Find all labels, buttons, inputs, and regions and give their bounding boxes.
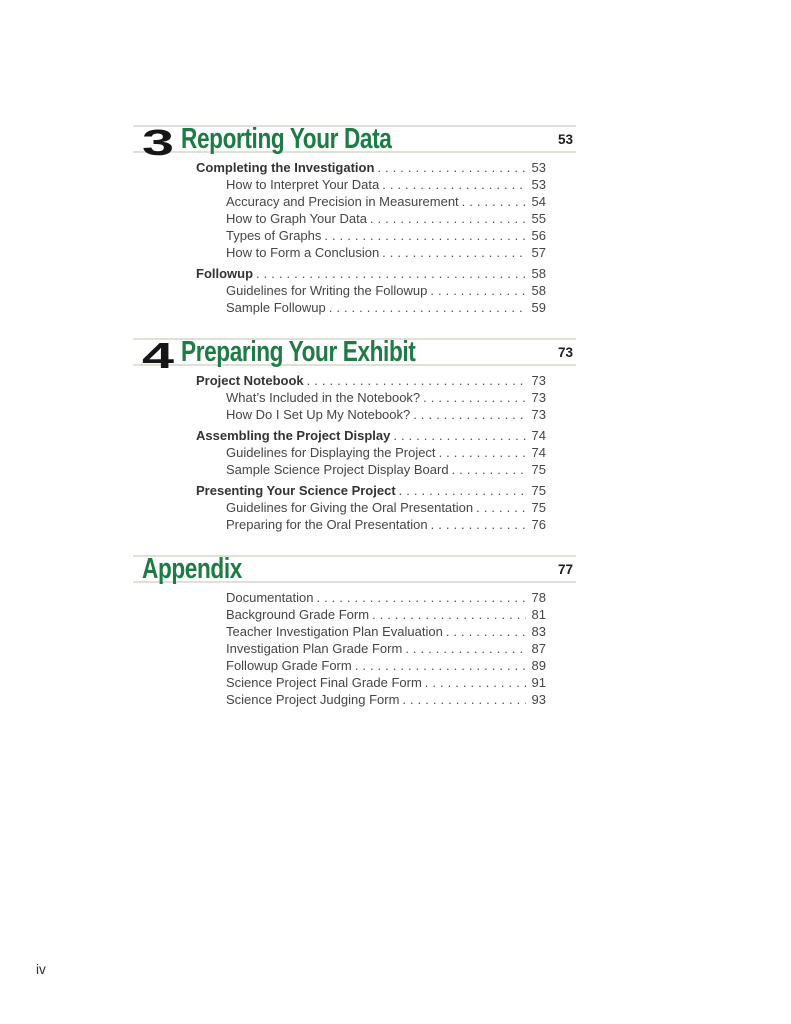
toc-entry-page: 53 [531,177,546,192]
toc-entries [133,159,576,316]
toc-entry-page: 74 [531,445,546,460]
toc-entry [133,640,546,657]
toc-entry [133,691,546,708]
toc-entry [133,159,546,176]
dot-leader-icon [379,244,526,261]
dot-leader-icon [313,589,526,606]
toc-entry-page: 58 [531,266,546,281]
toc-entry-page: 81 [531,607,546,622]
toc-entry-page: 75 [531,462,546,477]
toc-entry [133,482,546,499]
toc-entries [133,589,576,708]
toc-entry-page: 73 [531,390,546,405]
toc-entry [133,282,546,299]
toc-entry [133,444,546,461]
dot-leader-icon [459,193,526,210]
dot-leader-icon [410,406,526,423]
dot-leader-icon [396,482,526,499]
chapter-page-number: 77 [557,561,573,577]
toc-entry [133,606,546,623]
toc-entry-page: 73 [531,373,546,388]
dot-leader-icon [379,176,526,193]
toc-entry-label: Investigation Plan Grade Form [226,641,403,656]
toc-entry [133,265,546,282]
toc-entry-page: 87 [531,641,546,656]
dot-leader-icon [422,674,526,691]
toc-entry-page: 58 [531,283,546,298]
dot-leader-icon [321,227,526,244]
toc-section [133,552,576,708]
toc-entry-label: How to Interpret Your Data [226,177,380,192]
toc-entry-label: Types of Graphs [226,228,322,243]
dot-leader-icon [352,657,526,674]
dot-leader-icon [374,159,526,176]
chapter-title: Appendix [142,552,242,585]
toc-entry [133,227,546,244]
toc-entry-page: 75 [531,500,546,515]
toc-entry-label: Background Grade Form [226,607,370,622]
toc-entry [133,623,546,640]
table-of-contents [133,122,576,708]
dot-leader-icon [304,372,526,389]
dot-leader-icon [326,299,526,316]
toc-entry [133,589,546,606]
dot-leader-icon [367,210,526,227]
toc-entry-page: 93 [531,692,546,707]
toc-entry-page: 74 [531,428,546,443]
toc-entry-page: 76 [531,517,546,532]
chapter-number: 3 [142,122,175,163]
toc-entry-label: Accuracy and Precision in Measurement [226,194,459,209]
dot-leader-icon [402,640,526,657]
chapter-title: Preparing Your Exhibit [181,335,416,368]
toc-entry-label: Followup Grade Form [226,658,352,673]
toc-entry-page: 78 [531,590,546,605]
toc-entry-label: How Do I Set Up My Notebook? [226,407,411,422]
toc-entry [133,193,546,210]
dot-leader-icon [369,606,526,623]
dot-leader-icon [473,499,526,516]
toc-entry-page: 53 [531,160,546,175]
toc-entry [133,244,546,261]
dot-leader-icon [443,623,526,640]
toc-entry-label: Followup [196,266,254,281]
dot-leader-icon [427,282,526,299]
toc-entry-label: Guidelines for Displaying the Project [226,445,436,460]
chapter-title: Reporting Your Data [181,122,392,155]
toc-section [133,122,576,316]
toc-entry-label: Preparing for the Oral Presentation [226,517,428,532]
toc-entry-label: How to Form a Conclusion [226,245,380,260]
toc-entry [133,516,546,533]
toc-entry-label: Presenting Your Science Project [196,483,396,498]
page-folio: iv [36,962,46,977]
dot-leader-icon [390,427,526,444]
chapter-heading [133,552,576,585]
dot-leader-icon [436,444,526,461]
toc-entry-page: 55 [531,211,546,226]
toc-entry [133,499,546,516]
toc-entry [133,406,546,423]
toc-entries [133,372,576,533]
toc-entry-page: 75 [531,483,546,498]
chapter-heading [133,335,576,376]
toc-entry-label: Guidelines for Giving the Oral Presentation [226,500,474,515]
toc-entry-label: How to Graph Your Data [226,211,367,226]
toc-entry [133,389,546,406]
toc-entry-label: Sample Science Project Display Board [226,462,449,477]
toc-entry-label: Guidelines for Writing the Followup [226,283,428,298]
toc-entry-label: Completing the Investigation [196,160,375,175]
chapter-page-number: 73 [557,344,573,360]
toc-entry [133,674,546,691]
dot-leader-icon [253,265,526,282]
toc-section [133,335,576,533]
toc-entry-page: 83 [531,624,546,639]
toc-entry-page: 57 [531,245,546,260]
toc-entry-page: 54 [531,194,546,209]
chapter-page-number: 53 [557,131,573,147]
dot-leader-icon [399,691,526,708]
toc-entry-label: Sample Followup [226,300,326,315]
toc-entry-label: Project Notebook [196,373,304,388]
toc-entry-label: Teacher Investigation Plan Evaluation [226,624,443,639]
toc-entry [133,176,546,193]
toc-entry-page: 91 [531,675,546,690]
toc-entry-label: What’s Included in the Notebook? [226,390,421,405]
toc-entry-page: 73 [531,407,546,422]
dot-leader-icon [420,389,526,406]
toc-entry-label: Documentation [226,590,314,605]
toc-entry [133,657,546,674]
toc-entry [133,299,546,316]
chapter-heading [133,122,576,163]
toc-entry [133,210,546,227]
toc-entry-label: Assembling the Project Display [196,428,391,443]
toc-entry [133,372,546,389]
chapter-number: 4 [142,335,175,376]
toc-entry-page: 89 [531,658,546,673]
toc-entry-label: Science Project Final Grade Form [226,675,422,690]
dot-leader-icon [449,461,526,478]
toc-entry-page: 56 [531,228,546,243]
toc-entry-label: Science Project Judging Form [226,692,400,707]
toc-entry-page: 59 [531,300,546,315]
toc-entry [133,427,546,444]
dot-leader-icon [428,516,526,533]
toc-entry [133,461,546,478]
